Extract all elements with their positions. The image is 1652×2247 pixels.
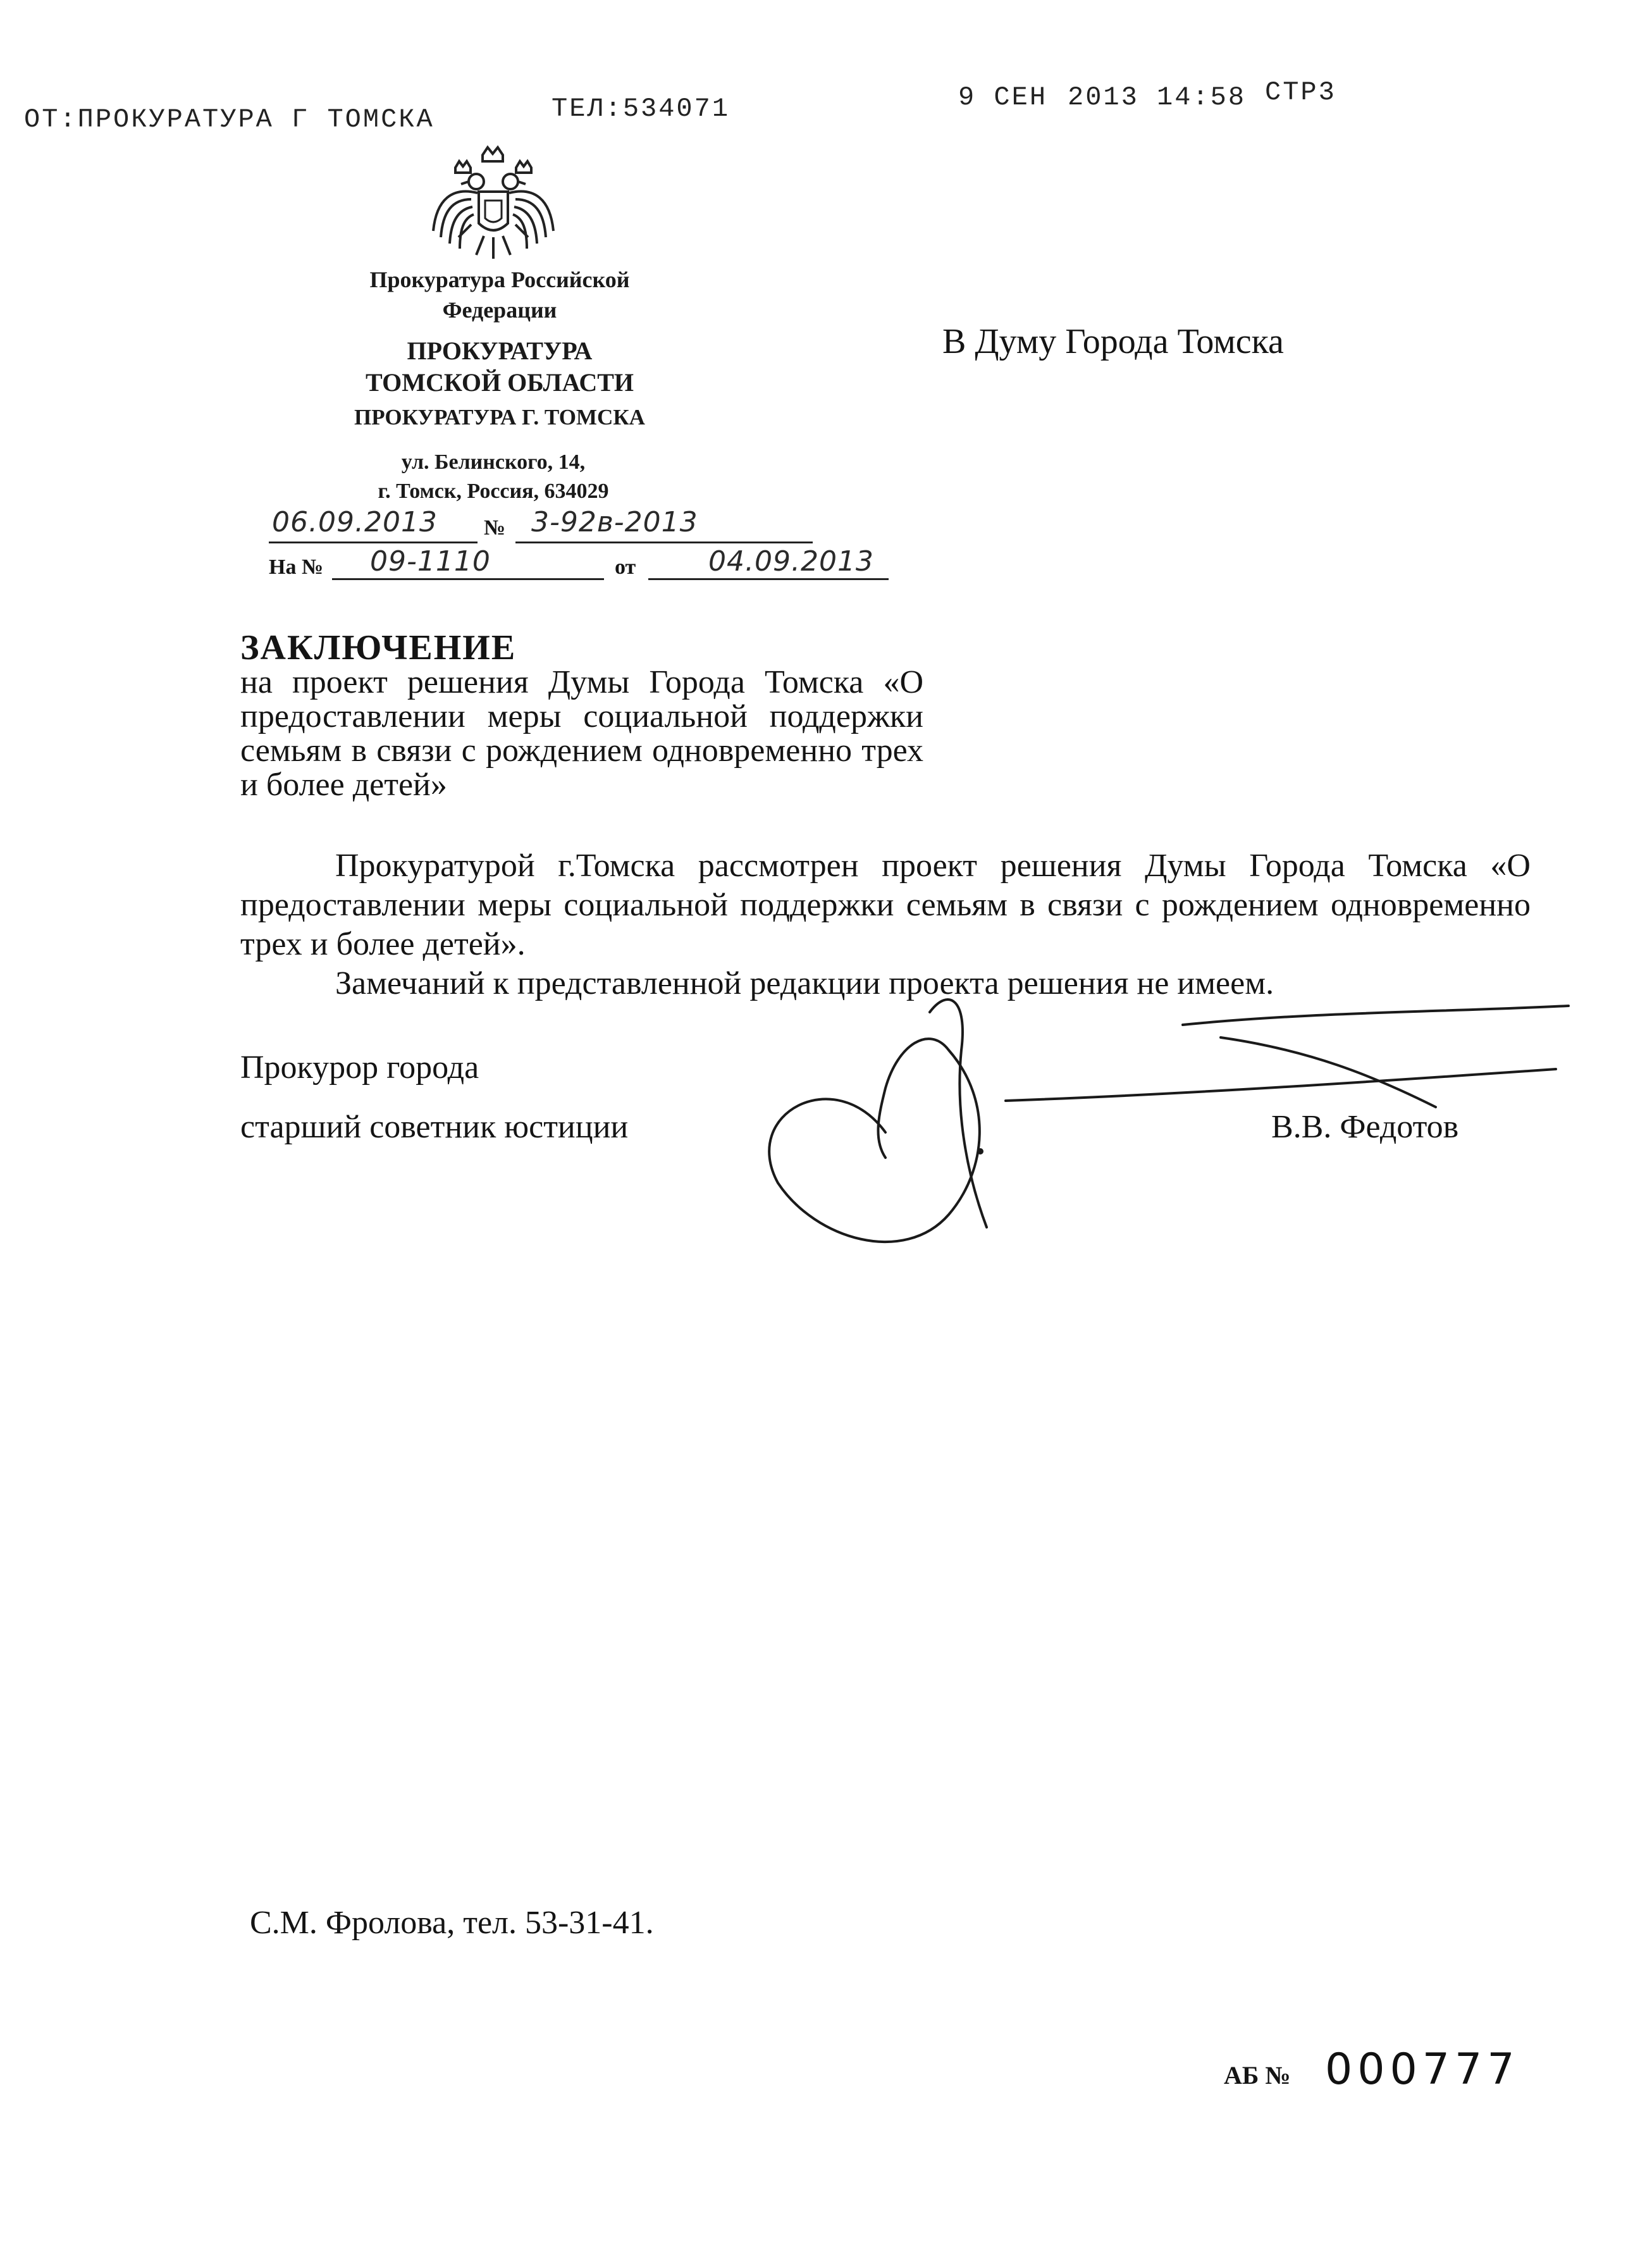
outgoing-number: 3-92в-2013	[531, 506, 698, 538]
ref-from-label: от	[615, 555, 636, 579]
signer-rank: старший советник юстиции	[240, 1109, 629, 1145]
org-name-regional	[304, 335, 696, 399]
form-serial-label: АБ №	[1224, 2061, 1291, 2089]
document-subject: на проект решения Думы Города Томска «О предоставлении меры социальной поддержки семьям в связи с рождением одновременно трех и более детей»	[240, 664, 923, 803]
form-serial-number: 000777	[1325, 2045, 1520, 2095]
outgoing-date: 06.09.2013	[272, 506, 438, 538]
signer-position: Прокурор города	[240, 1049, 479, 1086]
address-line-1: ул. Белинского, 14,	[401, 450, 586, 474]
org-line-2: Федерации	[442, 297, 557, 323]
signer-name: В.В. Федотов	[1271, 1109, 1459, 1145]
org-name-city: ПРОКУРАТУРА Г. ТОМСКА	[354, 405, 645, 430]
handwritten-signature	[740, 974, 1575, 1253]
fax-date: 9 СЕН	[958, 82, 1048, 113]
document-title: ЗАКЛЮЧЕНИЕ	[240, 628, 517, 667]
org-line-3: ПРОКУРАТУРА	[407, 337, 593, 365]
addressee: В Думу Города Томска	[942, 322, 1284, 361]
executor-contact: С.М. Фролова, тел. 53-31-41.	[250, 1905, 654, 1941]
fax-sender: ОТ:ПРОКУРАТУРА Г ТОМСКА	[24, 104, 435, 135]
ref-date: 04.09.2013	[708, 545, 874, 578]
ref-label: На №	[269, 555, 324, 579]
org-line-1: Прокуратура Российской	[369, 267, 630, 292]
number-label: №	[484, 516, 506, 540]
org-address	[316, 448, 670, 506]
org-name-federal	[304, 264, 696, 325]
address-line-2: г. Томск, Россия, 634029	[378, 480, 609, 503]
ref-number-underline	[332, 578, 604, 580]
org-line-4: ТОМСКОЙ ОБЛАСТИ	[365, 368, 634, 397]
outgoing-date-underline	[269, 542, 478, 543]
outgoing-number-underline	[515, 542, 813, 543]
body-paragraph-1: Прокуратурой г.Томска рассмотрен проект решения Думы Города Томска «О предоставлении меры социальной поддержки семьям в связи с рождением одновременно трех и более детей».	[240, 848, 1531, 962]
emblem-icon	[427, 142, 560, 269]
fax-time: 2013 14:58	[1068, 82, 1247, 113]
fax-phone: ТЕЛ:534071	[552, 94, 730, 124]
body-paragraph-2: Замечаний к представленной редакции проекта решения не имеем.	[335, 965, 1274, 1001]
ref-date-underline	[648, 578, 889, 580]
ref-number: 09-1110	[370, 545, 491, 578]
fax-page: СТР3	[1265, 77, 1336, 108]
